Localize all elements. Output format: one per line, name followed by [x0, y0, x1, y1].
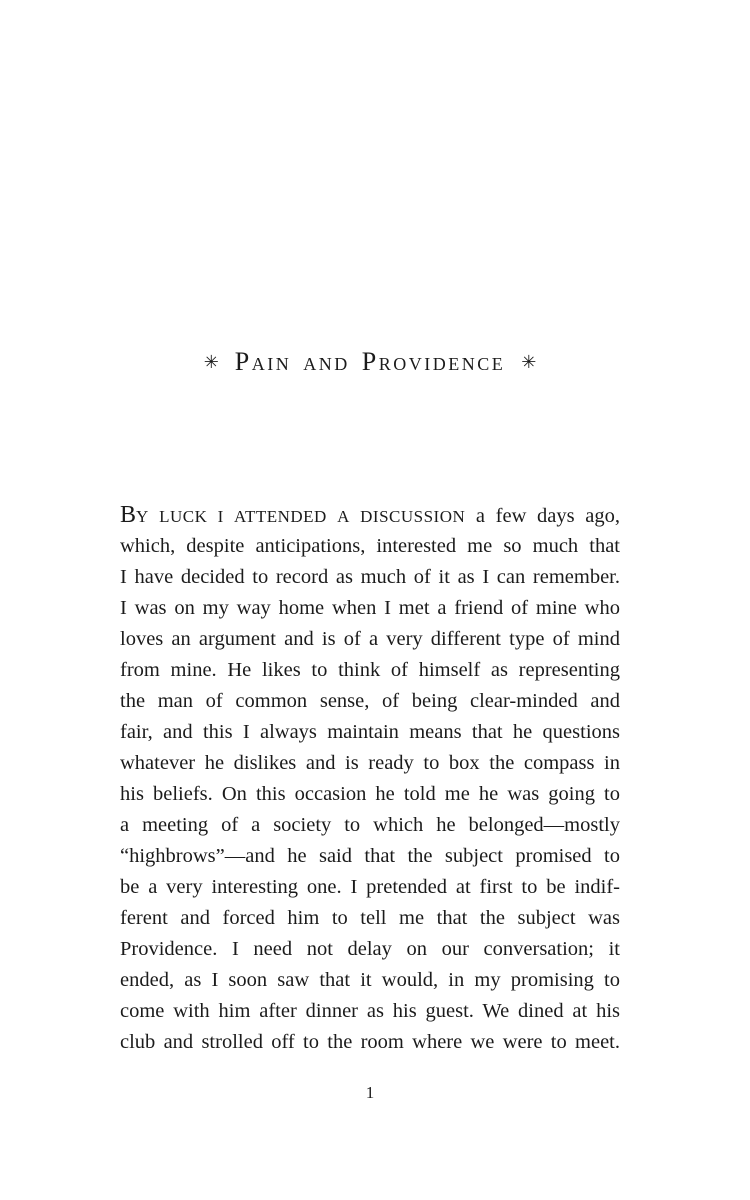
text-line: club and strolled off to the room where we were to meet. — [120, 1031, 620, 1053]
text-line: come with him after dinner as his guest. We dined at his — [120, 1000, 620, 1022]
text-line: I have decided to record as much of it as I can remember. — [120, 566, 620, 588]
text-line: “highbrows”—and he said that the subject promised to — [120, 845, 620, 867]
star-ornament-right-icon: ✳︎ — [521, 352, 537, 373]
text-line: ended, as I soon saw that it would, in my promising to — [120, 969, 620, 991]
text-line: his beliefs. On this occasion he told me he was going to — [120, 783, 620, 805]
body-lines — [120, 531, 620, 1058]
chapter-title — [120, 342, 620, 385]
first-line-rest: a few days ago, — [465, 505, 620, 527]
text-line: I was on my way home when I met a friend of mine who — [120, 597, 620, 619]
text-line: which, despite anticipations, interested me so much that — [120, 535, 620, 557]
lead-small-caps: y luck I attended a discussion — [136, 502, 466, 528]
text-line-first — [120, 500, 620, 531]
text-line: Providence. I need not delay on our conversation; it — [120, 938, 620, 960]
text-line: fair, and this I always maintain means that he questions — [120, 721, 620, 743]
lead-initial: B — [120, 502, 137, 528]
text-line: ferent and forced him to tell me that the subject was — [120, 907, 620, 929]
chapter-title-text: Pain and Providence — [234, 347, 506, 376]
page-number: 1 — [365, 1083, 375, 1102]
body-text — [120, 500, 620, 1058]
text-line: whatever he dislikes and is ready to box the compass in — [120, 752, 620, 774]
star-ornament-left-icon: ✳︎ — [203, 352, 219, 373]
text-line: a meeting of a society to which he belonged—mostly — [120, 814, 620, 836]
text-line: be a very interesting one. I pretended at first to be indif- — [120, 876, 620, 898]
text-line: the man of common sense, of being clear-minded and — [120, 690, 620, 712]
text-line: from mine. He likes to think of himself as representing — [120, 659, 620, 681]
text-line: loves an argument and is of a very different type of mind — [120, 628, 620, 650]
